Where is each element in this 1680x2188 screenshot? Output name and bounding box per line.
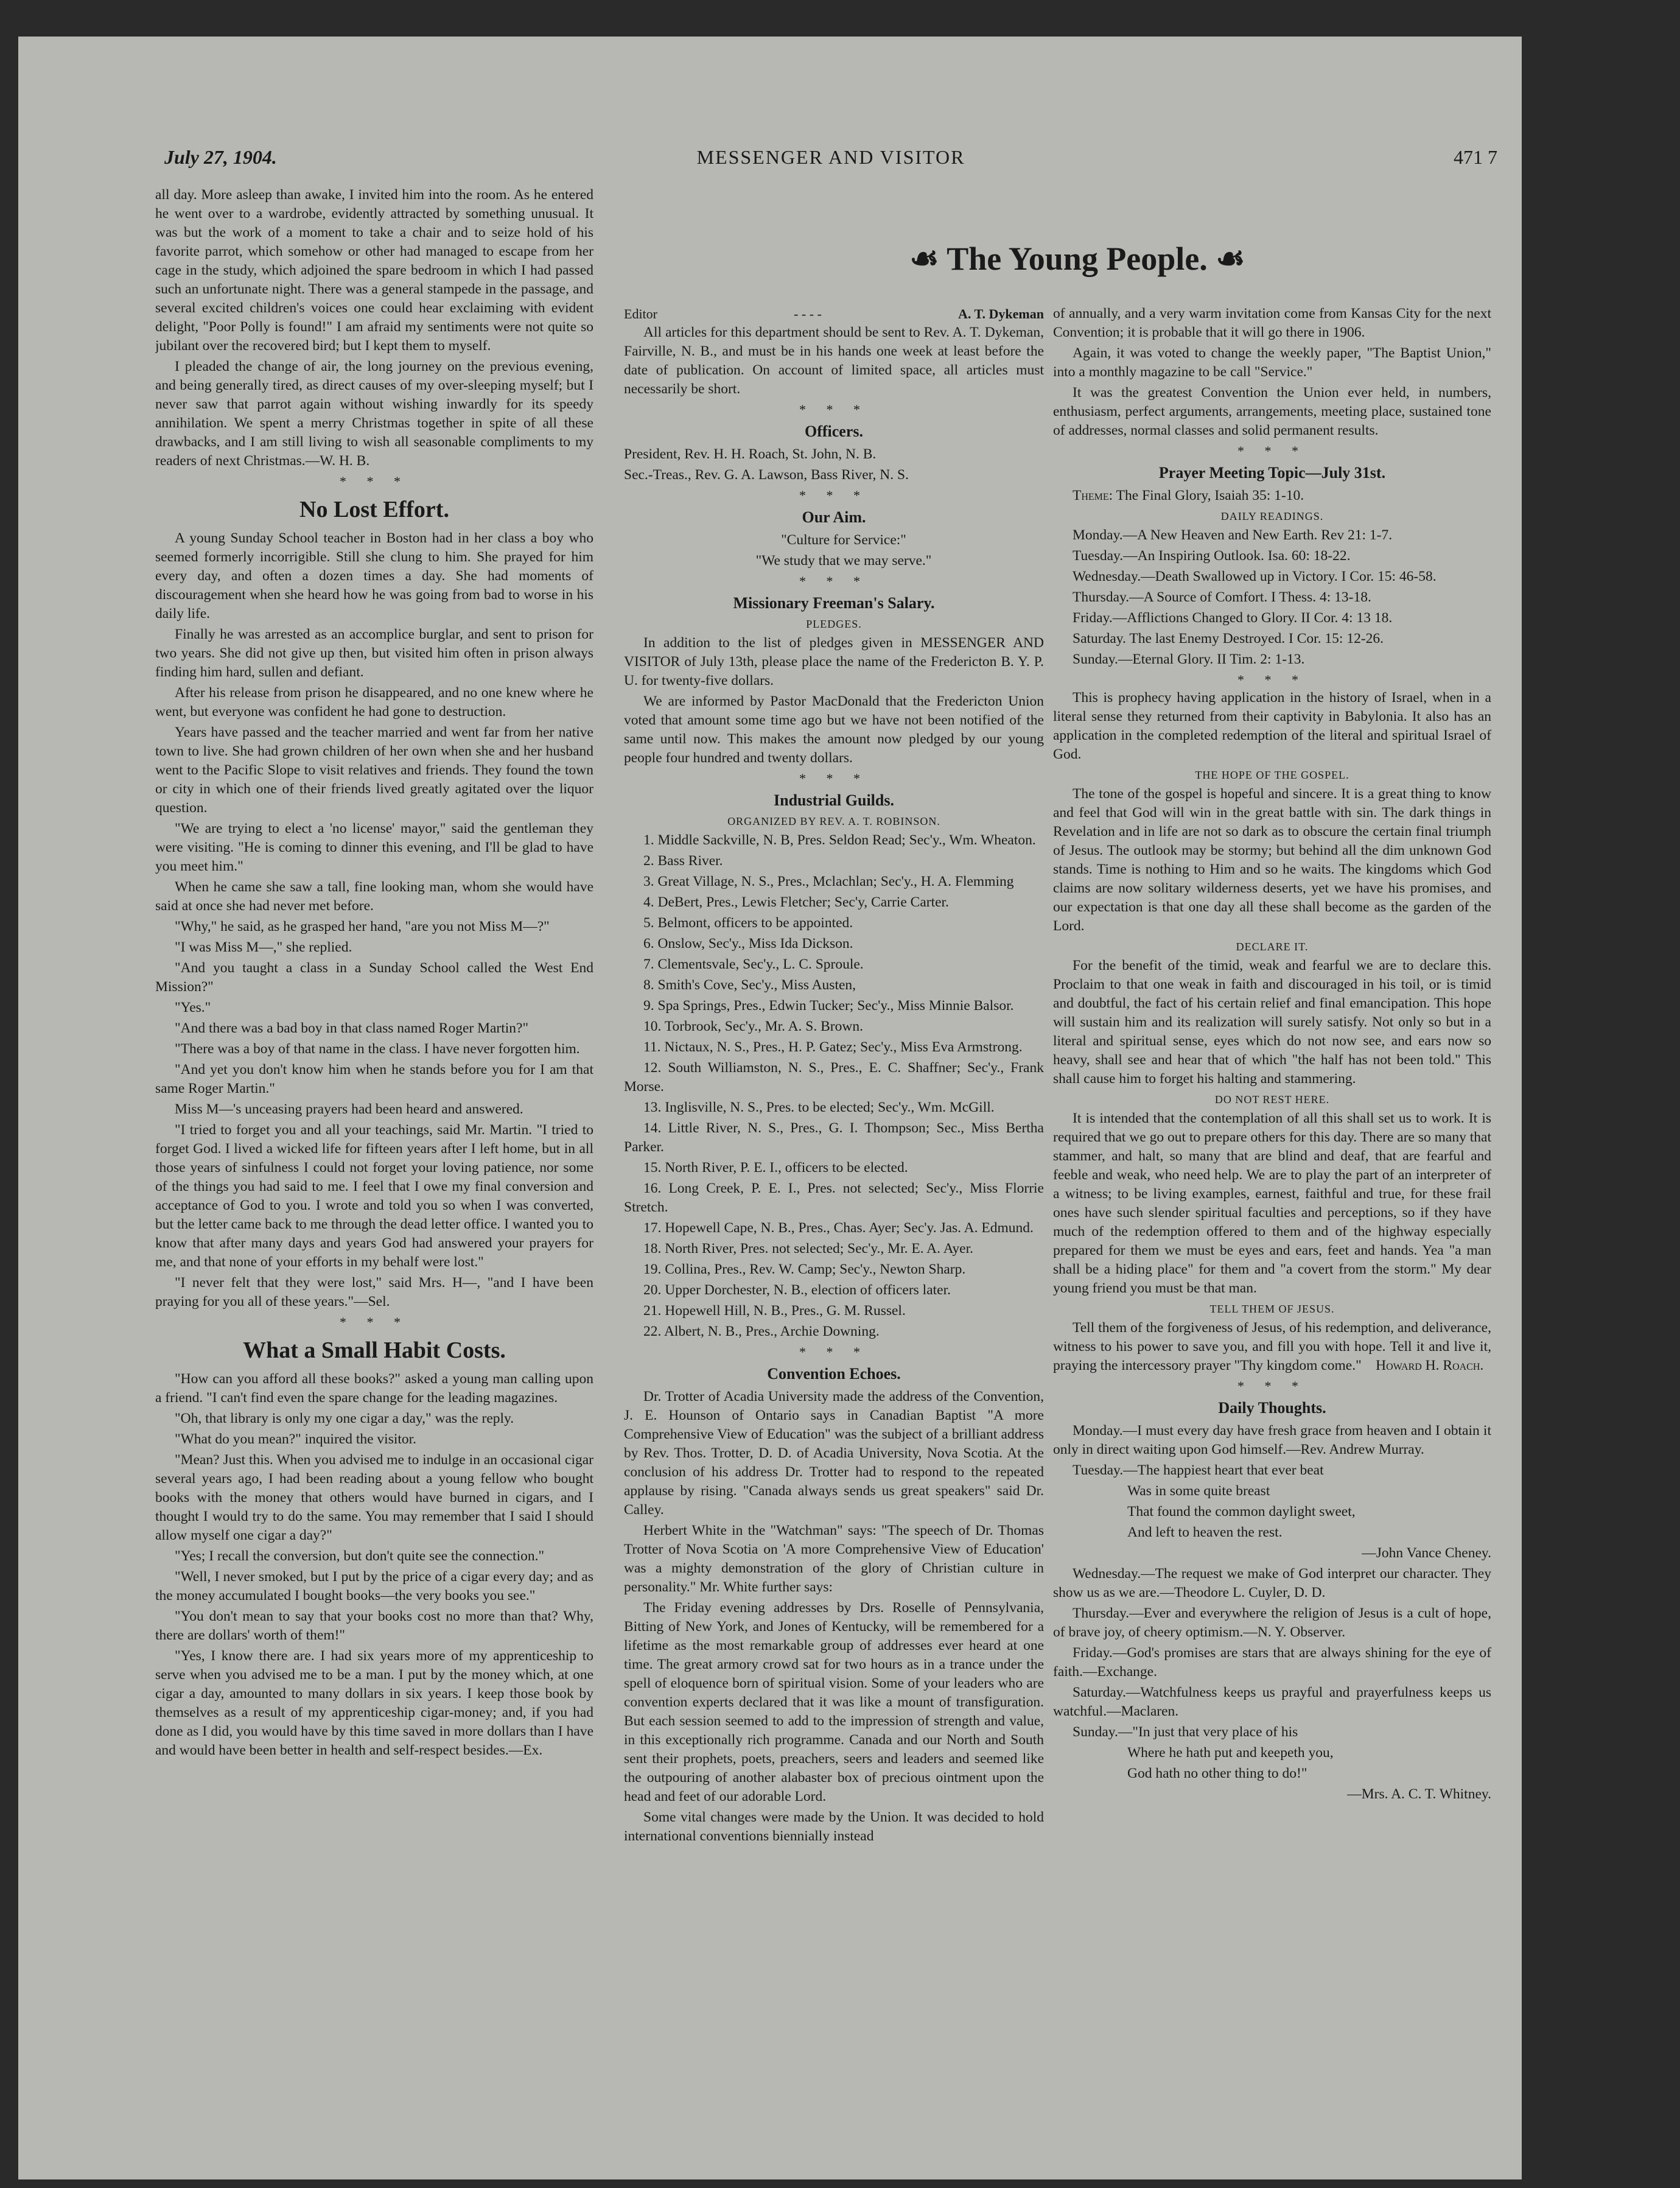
poem-line: God hath no other thing to do!" bbox=[1127, 1765, 1307, 1781]
theme-line bbox=[1053, 486, 1491, 505]
reading-item: Saturday. The last Enemy Destroyed. I Cor. 15: 12-26. bbox=[1073, 631, 1384, 647]
paragraph: After his release from prison he disappeared, and no one knew where he went, but everyone was confident he had gone to destruction. bbox=[155, 685, 593, 720]
paragraph: Some vital changes were made by the Union. It was decided to hold international conventions biennially instead bbox=[624, 1809, 1044, 1844]
paragraph: When he came she saw a tall, fine looking man, whom she would have said at once she had never met before. bbox=[155, 879, 593, 914]
separator-stars: * * * bbox=[799, 1344, 869, 1359]
poem-line: Was in some quite breast bbox=[1127, 1483, 1270, 1499]
poem-line: And left to heaven the rest. bbox=[1127, 1524, 1283, 1540]
paragraph: "Mean? Just this. When you advised me to indulge in an occasional cigar several years ago, I had been reading about a young fellow who bought books with the money that others would have burned in cigars, and I thought I would try to do the same. You may remember that I said I should allow myself one cigar a day?" bbox=[155, 1452, 593, 1543]
separator-stars: * * * bbox=[1237, 672, 1307, 687]
issue-date: July 27, 1904. bbox=[164, 146, 277, 168]
paragraph: The Friday evening addresses by Drs. Roselle of Pennsylvania, Bitting of New York, and Jones of Kentucky, will be remembered for a lifetime as the most remarkable group of addresses ever heard at one time. The great armory crowd sat for two hours as in a trance under the spell of eloquence born of spiritual vision. Some of your leaders who are convention experts declared that it was like a mount of transfiguration. But each session seemed to add to the impression of strength and value, in this exceptionally rich programme. Canada and our North and South sent their prophets, poets, preachers, seers and leaders and seemed like the outpouring of another alabaster box of precious ointment upon the head and feet of our adorable Lord. bbox=[624, 1600, 1044, 1804]
paragraph: For the benefit of the timid, weak and fearful we are to declare this. Proclaim to that one weak in faith and discouraged in his toil, or is timid and doubtful, the fact of his certain relief and final emancipation. This hope will sustain him and its realization will surely satisfy. Not only so but in a literal and spiritual sense, eyes which do not now see, and ears now so heavy, shall see and hear that of which "the half has not been told." This shall cause him to forget his halting and stammering. bbox=[1053, 958, 1491, 1087]
paragraph: Dr. Trotter of Acadia University made the address of the Convention, J. E. Hounson of Ontario says in Canadian Baptist "A more Comprehensive View of Education" was the subject of a brilliant address by Rev. Thos. Trotter, D. D. of Acadia University, Nova Scotia. At the conclusion of his address Dr. Trotter had to respond to the repeated applause by rising. "Canada always sends us great speakers" said Dr. Calley. bbox=[624, 1389, 1044, 1518]
paragraph: "How can you afford all these books?" asked a young man calling upon a friend. "I can't find even the spare change for the leading magazines. bbox=[155, 1371, 593, 1406]
guild-item: 9. Spa Springs, Pres., Edwin Tucker; Sec'y., Miss Minnie Balsor. bbox=[643, 998, 1014, 1014]
column-right bbox=[1053, 304, 1491, 2167]
section-title: The Young People. bbox=[947, 240, 1208, 277]
paragraph: Years have passed and the teacher married and went far from her native town to live. She had grown children of her own when she and her husband went to the Pacific Slope to visit relatives and friends. They found the town or city in which one of their friends lived greatly agitated over the liquor question. bbox=[155, 724, 593, 816]
guild-item: 1. Middle Sackville, N. B, Pres. Seldon Read; Sec'y., Wm. Wheaton. bbox=[643, 832, 1036, 848]
paragraph: Monday.—I must every day have fresh grace from heaven and I obtain it only in direct waiting upon God himself.—Rev. Andrew Murray. bbox=[1053, 1423, 1491, 1457]
separator-stars: * * * bbox=[799, 402, 869, 417]
article-title-small-habit: What a Small Habit Costs. bbox=[243, 1338, 506, 1363]
paragraph: Miss M—'s unceasing prayers had been heard and answered. bbox=[175, 1101, 523, 1117]
ornament-left-icon: ☙ bbox=[909, 240, 939, 277]
paragraph: A young Sunday School teacher in Boston had in her class a boy who seemed formerly incorrigible. Still she clung to him. She prayed for him every day, and often a dozen times a day. She had moments of discouragement when she heard how he was going from bad to worse in his daily life. bbox=[155, 530, 593, 622]
paragraph: "Why," he said, as he grasped her hand, "are you not Miss M—?" bbox=[175, 919, 550, 934]
paragraph: I pleaded the change of air, the long journey on the previous evening, and being generally tired, as direct causes of my over-sleeping myself; but I never saw that parrot again without wishing inwardly for its speedy annihilation. We spent a merry Christmas together in spite of all these drawbacks, and I am still living to wish all seasonable compliments to my readers of next Christmas.—W. H. B. bbox=[155, 359, 593, 469]
guild-item: 21. Hopewell Hill, N. B., Pres., G. M. Russel. bbox=[643, 1303, 906, 1319]
paragraph: "You don't mean to say that your books cost no more than that? Why, there are dollars' worth of them!" bbox=[155, 1608, 593, 1643]
guilds-title: Industrial Guilds. bbox=[774, 791, 894, 809]
masthead: MESSENGER AND VISITOR bbox=[696, 146, 965, 168]
reading-item: Monday.—A New Heaven and New Earth. Rev 21: 1-7. bbox=[1073, 527, 1393, 543]
separator-stars: * * * bbox=[799, 488, 869, 503]
paragraph: all day. More asleep than awake, I invited him into the room. As he entered he went over to a wardrobe, evidently attracted by something unusual. It was but the work of a moment to take a chair and to seize hold of his favorite parrot, which somehow or other had managed to escape from her cage in the study, which adjoined the spare bedroom in which I had passed such an unfortunate night. There was a general stampede in the passage, and several excited children's voices one could hear exclaiming with evident delight, "Poor Polly is found!" I am afraid my sentiments were not quite so jubilant over the recovered bird; but I kept them to myself. bbox=[155, 187, 593, 354]
poem-line: Where he hath put and keepeth you, bbox=[1127, 1745, 1334, 1761]
guild-item: 16. Long Creek, P. E. I., Pres. not selected; Sec'y., Miss Florrie Stretch. bbox=[624, 1180, 1044, 1215]
tell-signature: Howard H. Roach. bbox=[1376, 1358, 1484, 1373]
paragraph: "I tried to forget you and all your teachings, said Mr. Martin. "I tried to forget God. I lived a wicked life for fifteen years after I left home, but in all those years of sinfulness I could not forget your loving patience, nor some of the things you had said to me. I feel that I owe my final conversion and acceptance of God to you. I wrote and told you so when I was converted, but the letter came back to me through the dead letter office. I wanted you to know that after many days and years God had answered your prayers for me, and that none of your efforts in my behalf were lost." bbox=[155, 1122, 593, 1270]
paragraph: "What do you mean?" inquired the visitor. bbox=[175, 1431, 417, 1447]
theme-text: The Final Glory, Isaiah 35: 1-10. bbox=[1116, 488, 1304, 503]
section-title-wrap bbox=[834, 237, 1321, 286]
paragraph: "I never felt that they were lost," said Mrs. H—, "and I have been praying for you all of these years."—Sel. bbox=[155, 1275, 593, 1310]
reading-item: Sunday.—Eternal Glory. II Tim. 2: 1-13. bbox=[1073, 651, 1305, 667]
paragraph bbox=[1053, 1319, 1491, 1375]
paragraph: "Yes; I recall the conversion, but don't quite see the connection." bbox=[175, 1548, 545, 1564]
readings-title: DAILY READINGS. bbox=[1220, 510, 1324, 522]
page-number: 471 7 bbox=[1454, 146, 1497, 168]
paragraph: This is prophecy having application in the history of Israel, when in a literal sense they returned from their captivity in Babylonia. It also has an application in the completed redemption of the literal and spiritual Israel of God. bbox=[1053, 690, 1491, 762]
paragraph: It is intended that the contemplation of all this shall set us to work. It is required that we go out to prepare others for this day. There are so many that stammer, and halt, so many that are blind and deaf, that are fearful and feeble and weak, who need help. We are to play the part of an interpreter of a witness; to be living examples, earnest, faithful and true, for these frail ones have such slender spiritual faculties and perceptions, so if they have much of the redemption offered to them and of the highway especially prepared for them we must be eyes and ears, feet and hands. Yea "a man shall be a hiding place" for them and "a covert from the storm." My dear young friend you must be that man. bbox=[1053, 1110, 1491, 1296]
guild-item: 11. Nictaux, N. S., Pres., H. P. Gatez; Sec'y., Miss Eva Armstrong. bbox=[643, 1039, 1023, 1055]
paragraph: The tone of the gospel is hopeful and sincere. It is a great thing to know and feel that God will win in the great battle with sin. The dark things in Revelation and in life are not so dark as to obscure the certain final triumph of Jesus. The outlook may be stormy; but behind all the dim unknown God stands. Time is nothing to Him and so he waits. The kingdoms which God claims are now solitary wilderness deserts, yet we have his promises, and our expectation is that one day all these shall become as the garden of the Lord. bbox=[1053, 786, 1491, 934]
paragraph: Friday.—God's promises are stars that are always shining for the eye of faith.—Exchange. bbox=[1053, 1645, 1491, 1680]
reading-item: Wednesday.—Death Swallowed up in Victory. I Cor. 15: 46-58. bbox=[1073, 569, 1437, 584]
guild-item: 8. Smith's Cove, Sec'y., Miss Austen, bbox=[643, 977, 856, 993]
daily-thoughts-title: Daily Thoughts. bbox=[1218, 1399, 1326, 1417]
paragraph: "And you taught a class in a Sunday School called the West End Mission?" bbox=[155, 960, 593, 995]
theme-label: Theme: bbox=[1073, 488, 1113, 503]
separator-stars: * * * bbox=[1237, 1378, 1307, 1394]
aim-title: Our Aim. bbox=[802, 508, 866, 526]
guild-item: 19. Collina, Pres., Rev. W. Camp; Sec'y., Newton Sharp. bbox=[643, 1261, 966, 1277]
paragraph: of annually, and a very warm invitation come from Kansas City for the next Convention; it is probable that it will go there in 1906. bbox=[1053, 306, 1491, 340]
paragraph: Thursday.—Ever and everywhere the religion of Jesus is a cult of hope, of brave joy, of cheery optimism.—N. Y. Observer. bbox=[1053, 1605, 1491, 1640]
guild-item: 18. North River, Pres. not selected; Sec'y., Mr. E. A. Ayer. bbox=[643, 1241, 973, 1257]
tell-text: Tell them of the forgiveness of Jesus, of his redemption, and deliverance, witness to his power to save you, and fill you with hope. Tell it and live it, praying the intercessory prayer "Thy kingdom come." bbox=[1053, 1320, 1491, 1373]
paragraph: Wednesday.—The request we make of God interpret our character. They show us as we are.—Theodore L. Cuyler, D. D. bbox=[1053, 1566, 1491, 1601]
paragraph: "Yes, I know there are. I had six years more of my apprenticeship to serve when you advised me to be a man. I put by the money which, at one cigar a day, amounted to many dollars in six years. I keep those book by themselves as a result of my apprenticeship cigar-money; and, if you had done as I did, you would have by this time saved in more dollars than I have and would have been better in health and self-respect besides.—Ex. bbox=[155, 1648, 593, 1758]
editor-label: Editor bbox=[624, 306, 657, 321]
guilds-subtitle: ORGANIZED BY REV. A. T. ROBINSON. bbox=[727, 815, 940, 827]
aim-line: "We study that we may serve." bbox=[755, 553, 932, 569]
separator-stars: * * * bbox=[1237, 443, 1307, 458]
column-middle bbox=[624, 304, 1044, 2167]
hope-title: THE HOPE OF THE GOSPEL. bbox=[1195, 769, 1349, 781]
page-header bbox=[164, 146, 1497, 189]
salary-title: Missionary Freeman's Salary. bbox=[733, 594, 935, 612]
tell-title: TELL THEM OF JESUS. bbox=[1209, 1303, 1335, 1315]
aim-line: "Culture for Service:" bbox=[781, 532, 906, 548]
paragraph: Finally he was arrested as an accomplice burglar, and sent to prison for two years. She did not give up then, but visited him often in prison always finding him hard, sullen and defiant. bbox=[155, 626, 593, 680]
separator-stars: * * * bbox=[340, 474, 409, 489]
guild-item: 10. Torbrook, Sec'y., Mr. A. S. Brown. bbox=[643, 1019, 863, 1034]
paragraph: Again, it was voted to change the weekly paper, "The Baptist Union," into a monthly magazine to be call "Service." bbox=[1053, 345, 1491, 380]
guild-item: 7. Clementsvale, Sec'y., L. C. Sproule. bbox=[643, 956, 864, 972]
guild-item: 17. Hopewell Cape, N. B., Pres., Chas. Ayer; Sec'y. Jas. A. Edmund. bbox=[643, 1220, 1034, 1236]
paragraph: "Oh, that library is only my one cigar a day," was the reply. bbox=[175, 1411, 514, 1426]
ornament-right-icon: ☙ bbox=[1216, 240, 1245, 277]
guild-item: 15. North River, P. E. I., officers to be elected. bbox=[643, 1160, 908, 1176]
guild-item: 13. Inglisville, N. S., Pres. to be elected; Sec'y., Wm. McGill. bbox=[643, 1099, 995, 1115]
article-title-no-lost-effort: No Lost Effort. bbox=[299, 497, 449, 522]
poem-signature: —Mrs. A. C. T. Whitney. bbox=[1347, 1786, 1491, 1802]
guild-item: 3. Great Village, N. S., Pres., Mclachlan; Sec'y., H. A. Flemming bbox=[643, 874, 1014, 889]
separator-stars: * * * bbox=[340, 1314, 409, 1330]
paragraph: We are informed by Pastor MacDonald that the Fredericton Union voted that amount some time ago but we have not been notified of the same until now. This makes the amount now pledged by our young people four hundred and twenty dollars. bbox=[624, 693, 1044, 766]
separator-stars: * * * bbox=[799, 573, 869, 589]
paragraph: "There was a boy of that name in the class. I have never forgotten him. bbox=[175, 1041, 580, 1057]
editor-line bbox=[624, 304, 1044, 323]
separator-stars: * * * bbox=[799, 771, 869, 786]
paragraph: It was the greatest Convention the Union ever held, in numbers, enthusiasm, perfect arguments, arrangements, meeting place, sustained tone of addresses, normal classes and solid permanent results. bbox=[1053, 385, 1491, 438]
rest-title: DO NOT REST HERE. bbox=[1214, 1093, 1330, 1106]
editor-dashes: - - - - bbox=[794, 306, 822, 321]
paragraph: Sunday.—"In just that very place of his bbox=[1073, 1724, 1298, 1740]
reading-item: Tuesday.—An Inspiring Outlook. Isa. 60: 18-22. bbox=[1073, 548, 1351, 564]
editor-note: All articles for this department should be sent to Rev. A. T. Dykeman, Fairville, N. B., and must be in his hands one week at least before the date of publication. On account of limited space, all articles must necessarily be short. bbox=[624, 324, 1044, 397]
guild-item: 4. DeBert, Pres., Lewis Fletcher; Sec'y, Carrie Carter. bbox=[643, 894, 949, 910]
poem-line: That found the common daylight sweet, bbox=[1127, 1504, 1356, 1520]
guild-item: 14. Little River, N. S., Pres., G. I. Thompson; Sec., Miss Bertha Parker. bbox=[624, 1120, 1044, 1155]
declare-title: DECLARE IT. bbox=[1236, 941, 1309, 953]
paragraph: Tuesday.—The happiest heart that ever beat bbox=[1073, 1462, 1324, 1478]
column-left bbox=[155, 186, 593, 2164]
poem-signature: —John Vance Cheney. bbox=[1362, 1545, 1491, 1561]
prayer-topic-title: Prayer Meeting Topic—July 31st. bbox=[1158, 464, 1386, 482]
guild-item: 5. Belmont, officers to be appointed. bbox=[643, 915, 853, 931]
paragraph: "Well, I never smoked, but I put by the price of a cigar every day; and as the money accumulated I bought books—the very books you see." bbox=[155, 1569, 593, 1604]
paragraph: "And yet you don't know him when he stands before you for I am that same Roger Martin." bbox=[155, 1062, 593, 1096]
paragraph: In addition to the list of pledges given in MESSENGER AND VISITOR of July 13th, please place the name of the Fredericton B. Y. P. U. for twenty-five dollars. bbox=[624, 635, 1044, 689]
guild-item: 6. Onslow, Sec'y., Miss Ida Dickson. bbox=[643, 936, 853, 952]
salary-subtitle: PLEDGES. bbox=[806, 618, 862, 630]
paragraph: "We are trying to elect a 'no license' mayor," said the gentleman they were visiting. "He is coming to dinner this evening, and I'll be glad to have you meet him." bbox=[155, 821, 593, 874]
reading-item: Friday.—Afflictions Changed to Glory. II Cor. 4: 13 18. bbox=[1073, 610, 1393, 626]
paragraph: Saturday.—Watchfulness keeps us prayful and prayerfulness keeps us watchful.—Maclaren. bbox=[1053, 1685, 1491, 1719]
paragraph: Herbert White in the "Watchman" says: "The speech of Dr. Thomas Trotter of Nova Scotia on 'A more Comprehensive View of Education' was a mighty demonstration of the glory of Christian culture in personality." Mr. White further says: bbox=[624, 1523, 1044, 1595]
guild-item: 20. Upper Dorchester, N. B., election of officers later. bbox=[643, 1282, 951, 1298]
echoes-title: Convention Echoes. bbox=[767, 1365, 901, 1383]
editor-name: A. T. Dykeman bbox=[958, 306, 1044, 321]
officers-title: Officers. bbox=[804, 423, 863, 440]
paragraph: "Yes." bbox=[175, 1000, 211, 1015]
officer-line: Sec.-Treas., Rev. G. A. Lawson, Bass River, N. S. bbox=[624, 467, 909, 483]
guild-item: 12. South Williamston, N. S., Pres., E. C. Shaffner; Sec'y., Frank Morse. bbox=[624, 1060, 1044, 1095]
reading-item: Thursday.—A Source of Comfort. I Thess. 4: 13-18. bbox=[1073, 589, 1371, 605]
guild-item: 2. Bass River. bbox=[643, 853, 723, 869]
paragraph: "I was Miss M—," she replied. bbox=[175, 939, 352, 955]
guild-item: 22. Albert, N. B., Pres., Archie Downing. bbox=[643, 1324, 880, 1339]
paragraph: "And there was a bad boy in that class named Roger Martin?" bbox=[175, 1020, 529, 1036]
officer-line: President, Rev. H. H. Roach, St. John, N. B. bbox=[624, 446, 877, 462]
newspaper-page bbox=[18, 37, 1522, 2179]
